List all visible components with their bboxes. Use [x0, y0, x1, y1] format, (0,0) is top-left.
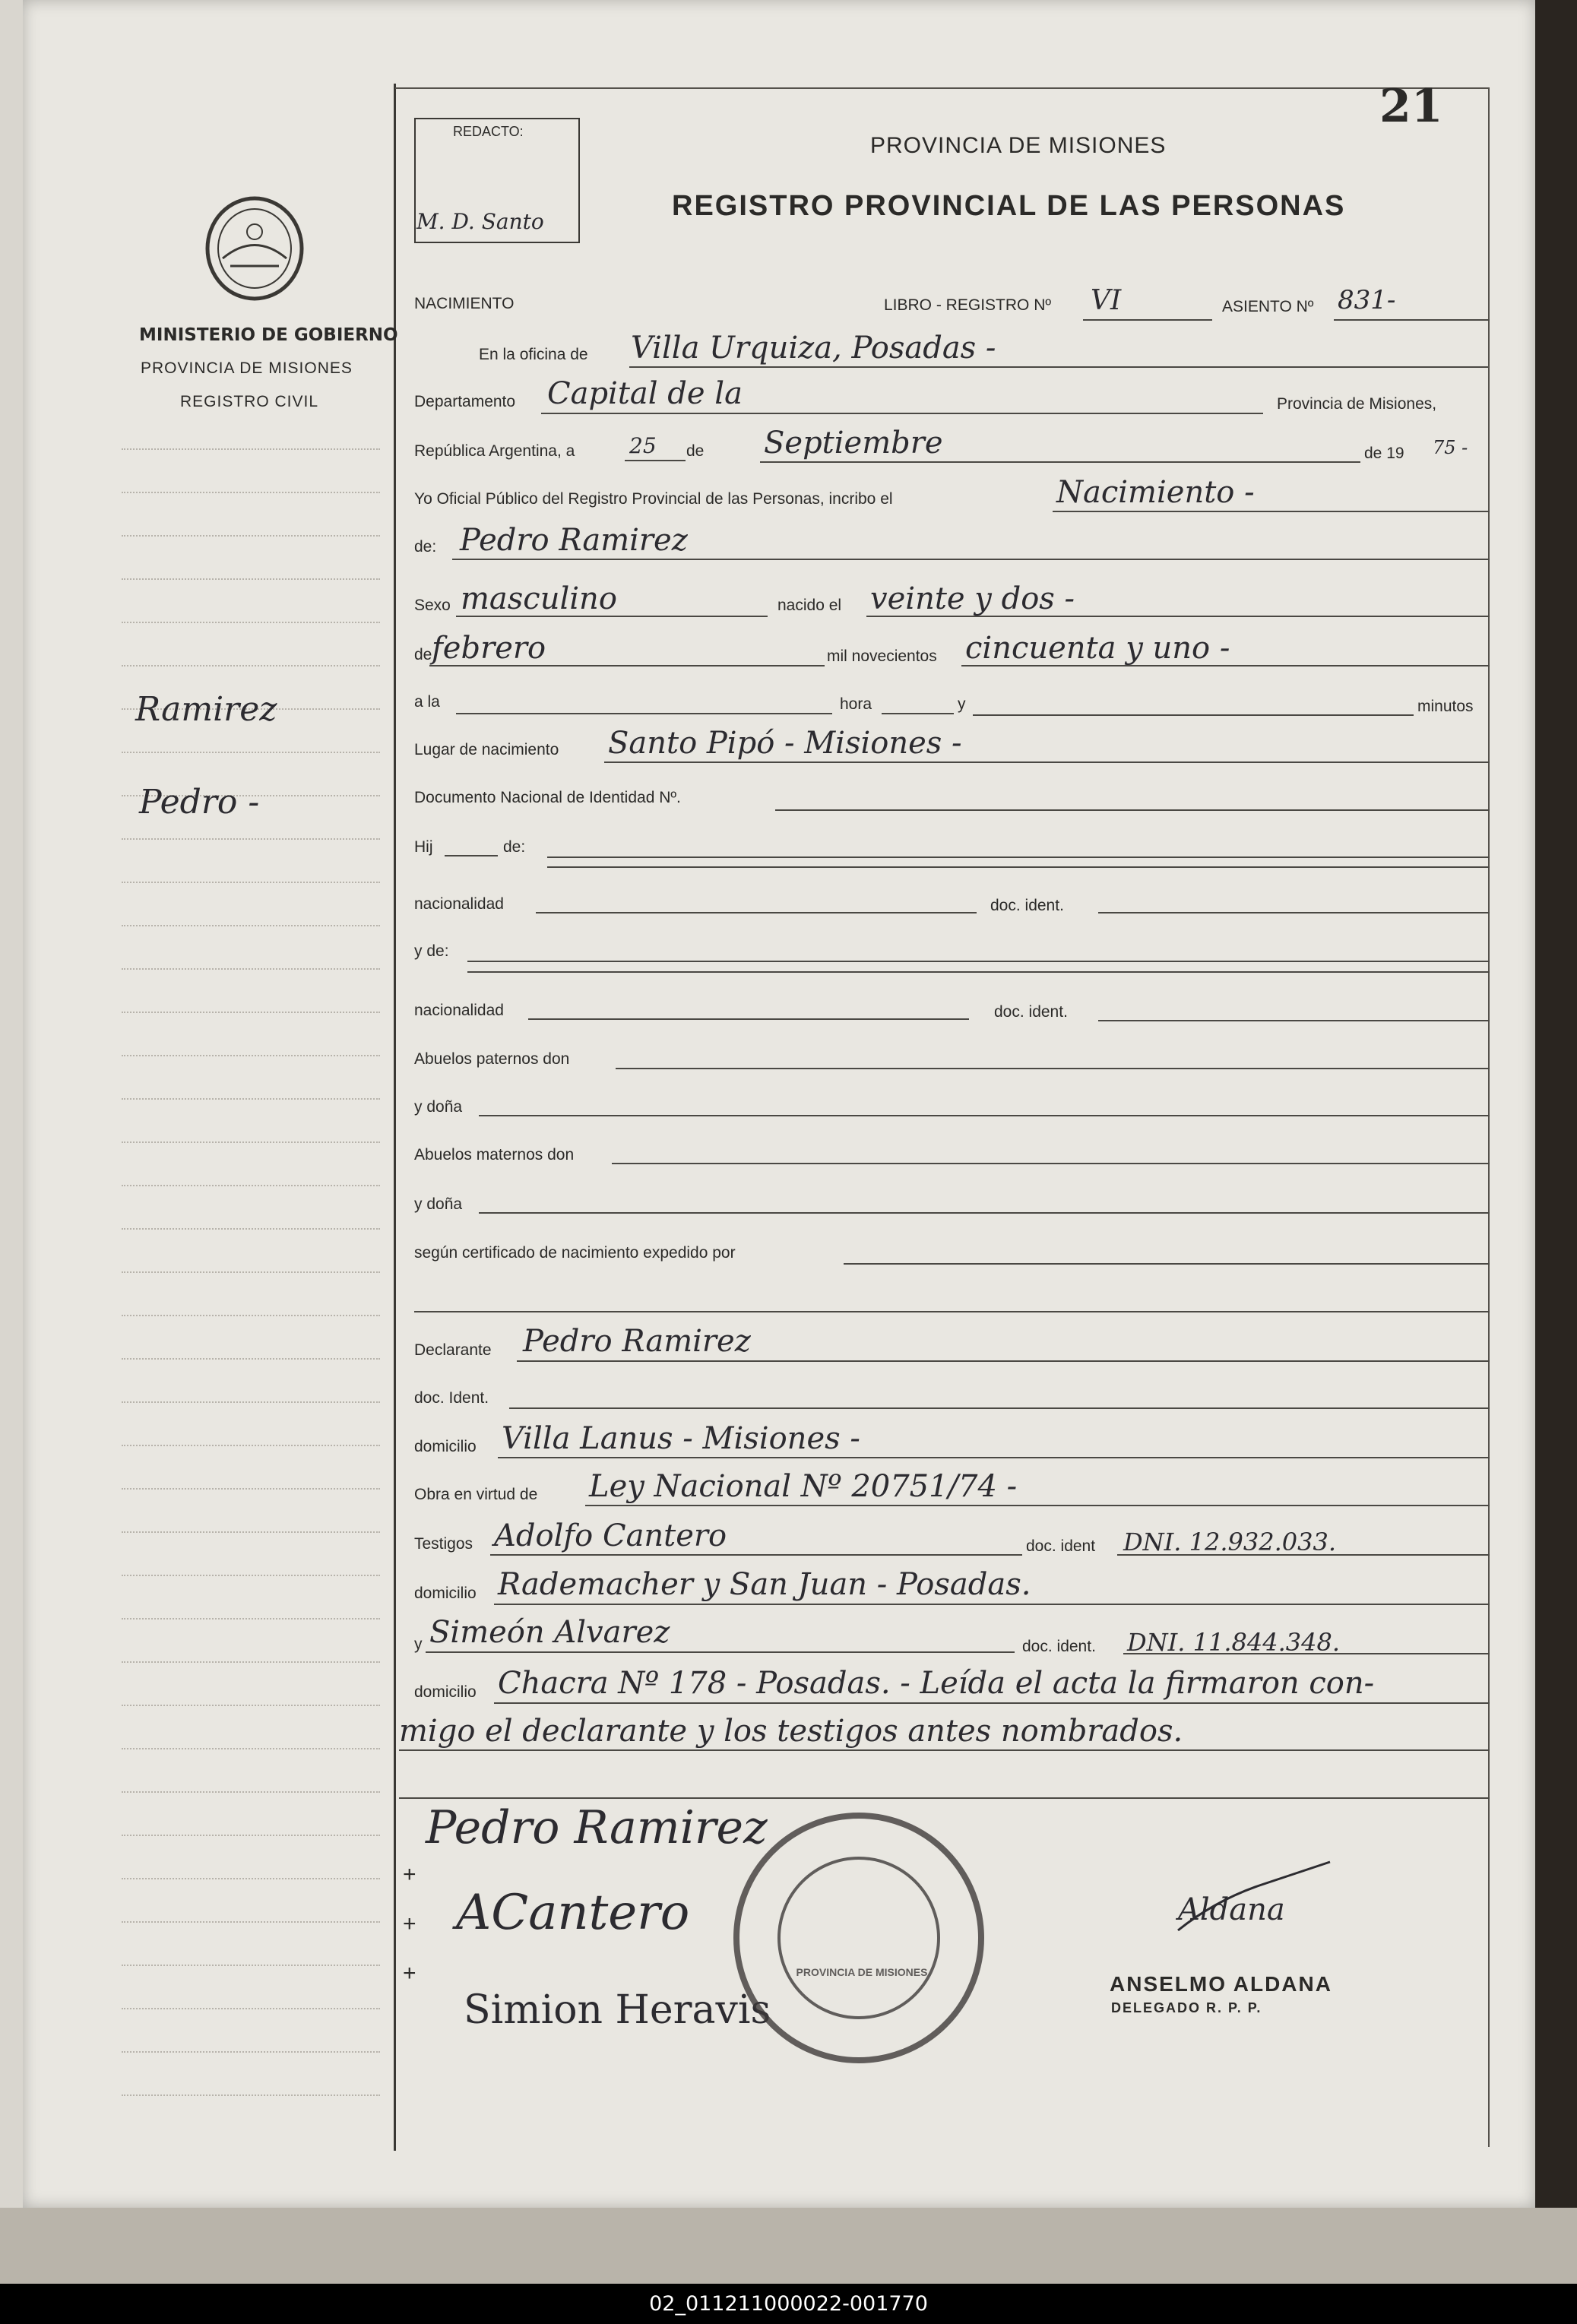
coat-of-arms-seal-icon [196, 186, 314, 304]
nacido-fill-line [866, 616, 1490, 617]
left-margin-ruling-line [122, 1618, 380, 1620]
asiento-fill-line [1334, 319, 1490, 321]
left-margin-ruling-line [122, 1185, 380, 1186]
nacido-label: nacido el [777, 597, 842, 614]
left-margin-ruling-line [122, 2008, 380, 2009]
sexo-fill-line [456, 616, 768, 617]
anio-nac-value: cincuenta y uno - [965, 631, 1230, 666]
y-testigo-label: y [414, 1635, 423, 1653]
hora-fill-line [882, 713, 954, 714]
testigo2-domicilio: Chacra Nº 178 - Posadas. - Leída el acta la firmaron con- [498, 1666, 1375, 1701]
doc-ident-label-4: doc. ident [1026, 1537, 1096, 1555]
testigo2-value: Simeón Alvarez [429, 1615, 670, 1650]
form-left-border [394, 84, 396, 2151]
lugar-value: Santo Pipó - Misiones - [608, 726, 962, 761]
a-la-label: a la [414, 693, 440, 711]
left-margin-ruling-line [122, 2094, 380, 2096]
certificado-label: según certificado de nacimiento expedido por [414, 1244, 736, 1262]
hij-label: Hij [414, 838, 433, 856]
certificado-fill-line [844, 1263, 1490, 1265]
left-margin-ruling-line [122, 1098, 380, 1100]
certificado-fill-line-2 [414, 1311, 1490, 1312]
ministry-heading: MINISTERIO DE GOBIERNO [139, 325, 398, 345]
left-margin-ruling-line [122, 622, 380, 623]
nacido-value: veinte y dos - [870, 581, 1075, 616]
declarante-value: Pedro Ramirez [523, 1324, 751, 1359]
domicilio-label-2: domicilio [414, 1585, 477, 1602]
left-margin-ruling-line [122, 1531, 380, 1533]
left-margin-ruling-line [122, 448, 380, 450]
nacionalidad-fill-line [536, 912, 977, 913]
domicilio-label: domicilio [414, 1438, 477, 1455]
ministry-registry: REGISTRO CIVIL [180, 393, 319, 410]
cross-mark-3: + [403, 1961, 416, 1986]
sexo-label: Sexo [414, 597, 451, 614]
acta-cierre: migo el declarante y los testigos antes nombrados. [399, 1714, 1183, 1749]
form-right-border [1488, 87, 1490, 2147]
signature-testigo-1: ACantero [456, 1885, 690, 1941]
left-margin-ruling-line [122, 1791, 380, 1793]
abuelos-maternos-fill-line [612, 1163, 1490, 1164]
mes-nac-value: febrero [432, 631, 546, 666]
doc-ident-label: doc. ident. [990, 897, 1064, 914]
cross-mark-1: + [403, 1862, 416, 1887]
nombre-fill-line [452, 559, 1490, 560]
y-label: y [958, 695, 966, 713]
oficina-value: Villa Urquiza, Posadas - [631, 331, 996, 366]
abuelos-paternos-fill-line [616, 1068, 1490, 1069]
left-margin-ruling-line [122, 925, 380, 926]
registry-title: REGISTRO PROVINCIAL DE LAS PERSONAS [672, 190, 1346, 222]
testigo1-doc: DNI. 12.932.033. [1123, 1528, 1337, 1556]
left-margin-ruling-line [122, 578, 380, 580]
stamp-center-text: PROVINCIA DE MISIONES [796, 1966, 928, 1978]
left-margin-ruling-line [122, 1705, 380, 1706]
declarante-fill-line [517, 1360, 1490, 1362]
doc-ident-label-3: doc. Ident. [414, 1389, 489, 1407]
declarante-label: Declarante [414, 1341, 492, 1359]
asiento-label: ASIENTO Nº [1222, 298, 1314, 315]
testigo1-value: Adolfo Cantero [494, 1518, 727, 1553]
sexo-value: masculino [461, 581, 617, 616]
y-de-fill-line-2 [467, 971, 1490, 973]
y-dona-label-2: y doña [414, 1195, 463, 1213]
domicilio-label-3: domicilio [414, 1683, 477, 1701]
libro-fill-line [1083, 319, 1212, 321]
lugar-label: Lugar de nacimiento [414, 741, 559, 758]
mes-value: Septiembre [764, 426, 943, 461]
left-margin-ruling-line [122, 1358, 380, 1360]
form-top-border [395, 87, 1490, 89]
hij-fill-line [445, 855, 498, 856]
left-margin-ruling-line [122, 1921, 380, 1923]
left-margin-ruling-line [122, 1661, 380, 1663]
testigo2-fill-line [426, 1651, 1015, 1653]
left-margin-ruling-line [122, 1012, 380, 1013]
lugar-fill-line [604, 761, 1490, 763]
paper-edge [0, 0, 23, 2208]
departamento-value: Capital de la [547, 376, 743, 411]
left-margin-ruling-line [122, 1228, 380, 1230]
testigo1-domicilio: Rademacher y San Juan - Posadas. [498, 1567, 1031, 1602]
left-margin-ruling-line [122, 838, 380, 840]
hora-label: hora [840, 695, 872, 713]
left-margin-ruling-line [122, 1401, 380, 1403]
oficial-label: Yo Oficial Público del Registro Provincial de las Personas, incribo el [414, 490, 893, 508]
oficina-label: En la oficina de [479, 346, 588, 363]
oficina-fill-line [629, 366, 1488, 368]
book-edge [0, 2208, 1577, 2284]
left-margin-ruling-line [122, 1835, 380, 1836]
asiento-value: 831- [1338, 285, 1396, 315]
left-margin-ruling-line [122, 492, 380, 493]
testigo2-dom-fill-line [494, 1702, 1490, 1704]
cierre-fill-line-2 [399, 1797, 1490, 1799]
official-signature-flourish-icon [1170, 1854, 1338, 1946]
left-margin-ruling-line [122, 1748, 380, 1749]
obra-label: Obra en virtud de [414, 1486, 538, 1503]
hij-de-label: de: [503, 838, 526, 856]
abuelos-maternos-label: Abuelos maternos don [414, 1146, 575, 1164]
hij-de-fill-line-2 [547, 866, 1490, 868]
acto-fill-line [1053, 511, 1490, 512]
left-margin-ruling-line [122, 1271, 380, 1273]
minutos-fill-line [973, 714, 1414, 716]
provincia-suffix: Provincia de Misiones, [1277, 395, 1437, 413]
official-signature: Aldana [1178, 1892, 1285, 1927]
de-anio-label: de 19 [1364, 445, 1404, 462]
dni-fill-line [775, 809, 1490, 811]
hij-de-fill-line [547, 856, 1490, 858]
signature-declarante: Pedro Ramirez [426, 1801, 768, 1854]
dni-label: Documento Nacional de Identidad Nº. [414, 789, 681, 806]
left-margin-ruling-line [122, 2051, 380, 2053]
left-margin-ruling-line [122, 968, 380, 970]
acto-value: Nacimiento - [1056, 475, 1255, 510]
nacionalidad-label: nacionalidad [414, 895, 504, 913]
anio-nac-fill-line [961, 665, 1490, 666]
republica-label: República Argentina, a [414, 442, 575, 460]
abuelos-paternos-label: Abuelos paternos don [414, 1050, 570, 1068]
left-margin-ruling-line [122, 1445, 380, 1446]
testigo2-doc-fill-line [1123, 1653, 1490, 1654]
cross-mark-2: + [403, 1911, 416, 1936]
doc-ident-fill-line [1098, 912, 1490, 913]
doc-ident-label-2: doc. ident. [994, 1003, 1068, 1021]
obra-fill-line [585, 1505, 1490, 1506]
de-label: de [686, 442, 705, 460]
testigo1-dom-fill-line [494, 1604, 1490, 1605]
left-margin-ruling-line [122, 752, 380, 753]
y-dona-fill-line [479, 1115, 1490, 1116]
testigo1-fill-line [490, 1554, 1022, 1556]
redacto-signature: M. D. Santo [416, 209, 544, 234]
ministry-province: PROVINCIA DE MISIONES [141, 359, 353, 377]
a-la-fill-line [456, 713, 832, 714]
mes-fill-line [760, 461, 1360, 463]
left-margin-ruling-line [122, 1055, 380, 1056]
left-margin-ruling-line [122, 882, 380, 883]
margin-note-surname: Ramirez [135, 690, 277, 729]
left-margin-ruling-line [122, 1575, 380, 1576]
official-name: ANSELMO ALDANA [1110, 1972, 1332, 1996]
libro-label: LIBRO - REGISTRO Nº [884, 296, 1052, 314]
testigo1-doc-fill-line [1117, 1554, 1490, 1556]
doc-ident-label-5: doc. ident. [1022, 1638, 1096, 1655]
official-stamp [733, 1813, 984, 2063]
stamp-inner-ring [777, 1857, 940, 2019]
cierre-fill-line [399, 1749, 1490, 1751]
margin-note-name: Pedro - [139, 783, 260, 822]
testigos-label: Testigos [414, 1535, 473, 1553]
province-heading: PROVINCIA DE MISIONES [870, 133, 1167, 158]
de-nombre-label: de: [414, 538, 437, 556]
domicilio-value: Villa Lanus - Misiones - [502, 1421, 860, 1456]
page-number: 21 [1379, 80, 1443, 133]
left-margin-ruling-line [122, 1141, 380, 1143]
y-dona-fill-line-2 [479, 1212, 1490, 1214]
official-role: DELEGADO R. P. P. [1111, 2000, 1262, 2015]
anio-value: 75 - [1433, 437, 1468, 458]
dia-fill-line [625, 460, 686, 461]
left-margin-ruling-line [122, 1315, 380, 1316]
domicilio-fill-line [498, 1457, 1490, 1458]
nombre-value: Pedro Ramirez [460, 523, 688, 558]
minutos-label: minutos [1417, 698, 1474, 715]
departamento-fill-line [541, 413, 1263, 414]
y-de-fill-line [467, 961, 1490, 962]
mes-nac-fill-line [429, 665, 825, 666]
nacionalidad-label-2: nacionalidad [414, 1002, 504, 1019]
left-margin-ruling-line [122, 535, 380, 537]
y-de-label: y de: [414, 942, 449, 960]
record-type-label: NACIMIENTO [414, 295, 515, 312]
signature-testigo-2: Simion Heravis [464, 1987, 771, 2033]
obra-value: Ley Nacional Nº 20751/74 - [589, 1469, 1018, 1504]
left-margin-ruling-line [122, 665, 380, 666]
dia-value: 25 [629, 433, 657, 458]
doc-ident-fill-line-2 [1098, 1020, 1490, 1021]
libro-value: VI [1091, 285, 1122, 316]
y-dona-label: y doña [414, 1098, 463, 1116]
redacto-label: REDACTO: [453, 124, 524, 139]
left-margin-ruling-line [122, 1965, 380, 1966]
testigo2-doc: DNI. 11.844.348. [1127, 1628, 1341, 1657]
left-margin-ruling-line [122, 1878, 380, 1879]
scan-caption: 02_011211000022-001770 [0, 2284, 1577, 2324]
de-mes-nac-label: de [414, 646, 432, 663]
nacionalidad-fill-line-2 [528, 1018, 969, 1020]
mil-label: mil novecientos [827, 647, 937, 665]
departamento-label: Departamento [414, 393, 516, 410]
left-margin-ruling-line [122, 1488, 380, 1490]
doc-ident-fill-line-3 [509, 1407, 1490, 1409]
